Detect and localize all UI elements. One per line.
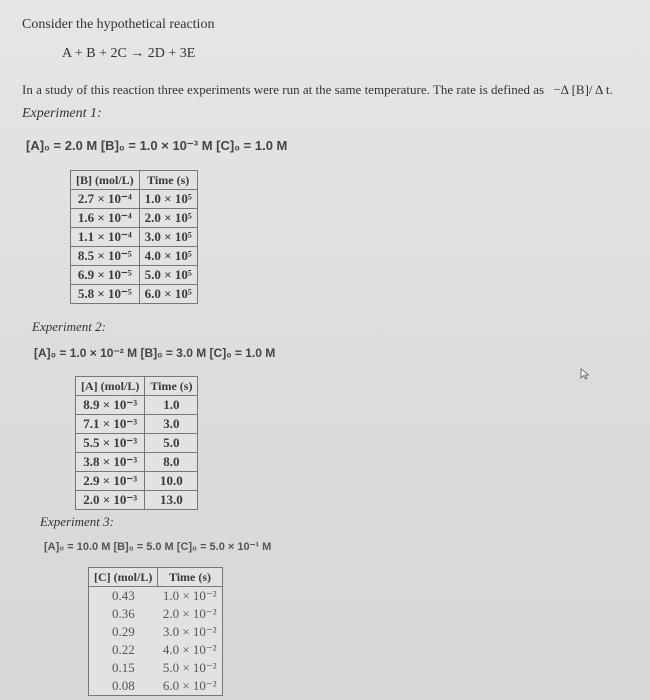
reaction-equation: A + B + 2C → 2D + 3E (62, 46, 196, 61)
table-row (71, 228, 198, 247)
table-row (76, 453, 198, 472)
mouse-cursor-icon (580, 368, 590, 380)
table-cell: 6.9 × 10⁻⁵ (71, 266, 140, 285)
table-cell: 8.9 × 10⁻³ (76, 396, 145, 415)
experiment-1-conditions: [A]₀ = 2.0 M [B]₀ = 1.0 × 10⁻³ M [C]₀ = 1.0 M (26, 138, 288, 153)
table-cell: 6.0 × 10⁵ (139, 285, 197, 304)
table-row (89, 677, 223, 696)
table-row (76, 491, 198, 510)
table-cell: 1.6 × 10⁻⁴ (71, 209, 140, 228)
table-cell: 2.0 × 10⁻³ (76, 491, 145, 510)
table-cell: 0.08 (112, 678, 135, 693)
table-row (89, 605, 223, 623)
table-cell: 3.0 × 10⁻² (162, 624, 217, 639)
table-cell: 5.8 × 10⁻⁵ (71, 285, 140, 304)
experiment-2-conditions: [A]₀ = 1.0 × 10⁻² M [B]₀ = 3.0 M [C]₀ = 1.0 M (34, 346, 276, 360)
column-header: Time (s) (158, 568, 222, 587)
table-header-row (89, 568, 223, 587)
column-header: [A] (mol/L) (76, 377, 145, 396)
table-header-row (71, 171, 198, 190)
experiment-1-table (70, 170, 198, 304)
table-row (71, 266, 198, 285)
table-cell: 2.7 × 10⁻⁴ (71, 190, 140, 209)
table-cell: 4.0 × 10⁻² (162, 642, 217, 657)
table-cell: 0.36 (112, 606, 135, 621)
table-row (89, 641, 223, 659)
table-cell: 5.5 × 10⁻³ (76, 434, 145, 453)
table-row (71, 285, 198, 304)
table-row (89, 623, 223, 641)
experiment-3-title: Experiment 3: (40, 514, 115, 529)
table-row (71, 190, 198, 209)
study-description (22, 82, 613, 98)
table-cell: 0.15 (112, 660, 135, 675)
table-cell: 10.0 (145, 472, 198, 491)
experiment-2-table (75, 376, 198, 510)
table-row (76, 415, 198, 434)
table-row (89, 587, 223, 606)
column-header: Time (s) (145, 377, 198, 396)
table-cell: 8.0 (145, 453, 198, 472)
table-cell: 6.0 × 10⁻² (162, 678, 217, 693)
table-cell: 3.8 × 10⁻³ (76, 453, 145, 472)
table-cell: 3.0 (145, 415, 198, 434)
table-cell: 2.0 × 10⁻² (162, 606, 217, 621)
table-cell: 1.0 × 10⁻² (162, 588, 217, 603)
table-row (71, 209, 198, 228)
table-cell: 5.0 × 10⁵ (139, 266, 197, 285)
table-row (76, 434, 198, 453)
column-header: Time (s) (139, 171, 197, 190)
intro-consider: Consider the hypothetical reaction (22, 17, 215, 32)
study-text: In a study of this reaction three experiments were run at the same temperature. The rate is defined as (22, 82, 545, 97)
table-cell: 1.1 × 10⁻⁴ (71, 228, 140, 247)
experiment-3-conditions: [A]₀ = 10.0 M [B]₀ = 5.0 M [C]₀ = 5.0 × 10⁻¹ M (44, 541, 272, 553)
table-cell: 2.0 × 10⁵ (139, 209, 197, 228)
table-cell: 8.5 × 10⁻⁵ (71, 247, 140, 266)
table-row (89, 659, 223, 677)
table-cell: 13.0 (145, 491, 198, 510)
table-cell: 2.9 × 10⁻³ (76, 472, 145, 491)
table-row (76, 396, 198, 415)
table-cell: 5.0 (145, 434, 198, 453)
experiment-3-table (88, 567, 223, 696)
table-cell: 0.29 (112, 624, 135, 639)
table-cell: 4.0 × 10⁵ (139, 247, 197, 266)
table-cell: 1.0 × 10⁵ (139, 190, 197, 209)
rate-definition: −Δ [B]/ Δ t. (553, 82, 613, 97)
table-header-row (76, 377, 198, 396)
column-header: [C] (mol/L) (89, 568, 158, 587)
table-row (76, 472, 198, 491)
table-cell: 3.0 × 10⁵ (139, 228, 197, 247)
table-cell: 1.0 (145, 396, 198, 415)
experiment-1-title: Experiment 1: (22, 106, 102, 121)
table-cell: 0.43 (112, 588, 135, 603)
column-header: [B] (mol/L) (71, 171, 140, 190)
table-cell: 5.0 × 10⁻² (162, 660, 217, 675)
experiment-2-title: Experiment 2: (32, 319, 107, 334)
table-row (71, 247, 198, 266)
table-cell: 7.1 × 10⁻³ (76, 415, 145, 434)
table-cell: 0.22 (112, 642, 135, 657)
